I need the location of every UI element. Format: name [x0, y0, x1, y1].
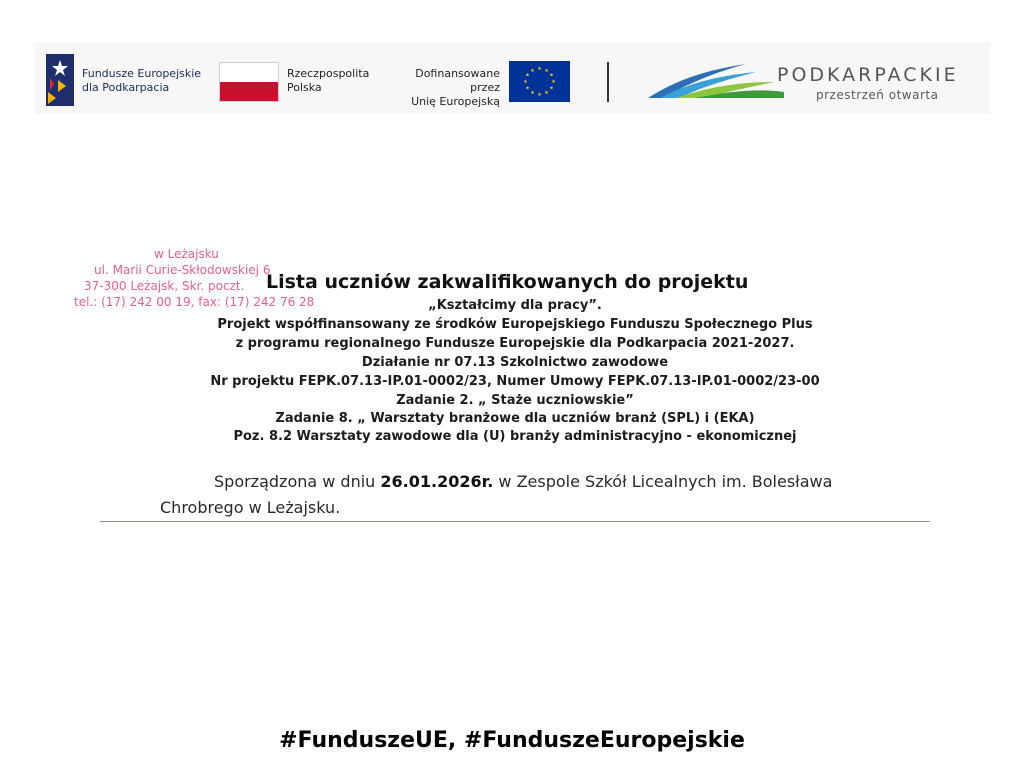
svg-text:★: ★ — [530, 90, 535, 96]
fe-line2: dla Podkarpacia — [82, 81, 170, 94]
project-name: „Kształcimy dla pracy”. — [428, 298, 602, 313]
eu-line2: Unię Europejską — [411, 95, 500, 108]
svg-text:★: ★ — [525, 72, 530, 79]
cofinancing-line: Projekt współfinansowany ze środków Europejskiego Funduszu Społecznego Plus — [217, 317, 813, 332]
program-line: z programu regionalnego Fundusze Europejskie dla Podkarpacia 2021-2027. — [235, 336, 795, 351]
svg-text:★: ★ — [549, 85, 554, 92]
action-line: Działanie nr 07.13 Szkolnictwo zawodowe — [361, 355, 669, 370]
task2-line: Zadanie 2. „ Staże uczniowskie” — [396, 393, 634, 408]
rp-line1: Rzeczpospolita — [287, 67, 370, 80]
podkarpackie-title: PODKARPACKIE — [777, 64, 959, 86]
eu-line1: Dofinansowane przez — [415, 67, 500, 94]
fundusze-europejskie-logo-icon — [46, 54, 74, 106]
stamp-line4: tel.: (17) 242 00 19, fax: (17) 242 76 28 — [74, 295, 315, 309]
eu-flag-icon — [509, 61, 570, 102]
prepared-line2: Chrobrego w Leżajsku. — [160, 498, 341, 517]
polish-flag-icon — [219, 62, 279, 102]
stamp-line3: 37-300 Leżajsk, Skr. poczt. — [84, 279, 245, 293]
logo-divider — [607, 62, 609, 102]
document-rule — [100, 521, 930, 522]
document-title: Lista uczniów zakwalifikowanych do projektu — [266, 271, 749, 293]
svg-text:★: ★ — [549, 72, 554, 79]
rzeczpospolita-text — [287, 67, 369, 95]
position-line: Poz. 8.2 Warsztaty zawodowe dla (U) branży administracyjno - ekonomicznej — [233, 429, 797, 444]
stamp-line2: ul. Marii Curie-Skłodowskiej 6 — [94, 263, 271, 277]
svg-text:★: ★ — [523, 79, 528, 85]
project-number-line: Nr projektu FEPK.07.13-IP.01-0002/23, Numer Umowy FEPK.07.13-IP.01-0002/23-00 — [210, 374, 820, 389]
fe-line1: Fundusze Europejskie — [82, 67, 202, 80]
prepared-prefix: Sporządzona w dniu — [214, 472, 381, 491]
svg-text:★: ★ — [551, 79, 556, 85]
task8-line: Zadanie 8. „ Warsztaty branżowe dla uczniów branż (SPL) i (EKA) — [275, 411, 755, 426]
svg-text:★: ★ — [537, 66, 542, 72]
podkarpackie-logo-icon — [646, 58, 786, 102]
svg-text:★: ★ — [530, 68, 535, 74]
svg-text:★: ★ — [537, 92, 542, 98]
prepared-suffix: w Zespole Szkół Licealnych im. Bolesława — [493, 472, 833, 491]
stamp-line1: w Leżajsku — [154, 247, 219, 261]
svg-text:★: ★ — [525, 85, 530, 92]
prepared-statement — [160, 469, 920, 521]
podkarpackie-subtitle: przestrzeń otwarta — [816, 88, 939, 102]
eu-funding-text — [390, 67, 500, 109]
footer-hashtags: #FunduszeUE, #FunduszeEuropejskie — [279, 728, 745, 753]
svg-text:★: ★ — [544, 68, 549, 74]
rp-line2: Polska — [287, 81, 322, 94]
fundusze-europejskie-text — [82, 67, 201, 95]
svg-text:★: ★ — [544, 90, 549, 96]
prepared-date: 26.01.2026r. — [380, 472, 494, 491]
